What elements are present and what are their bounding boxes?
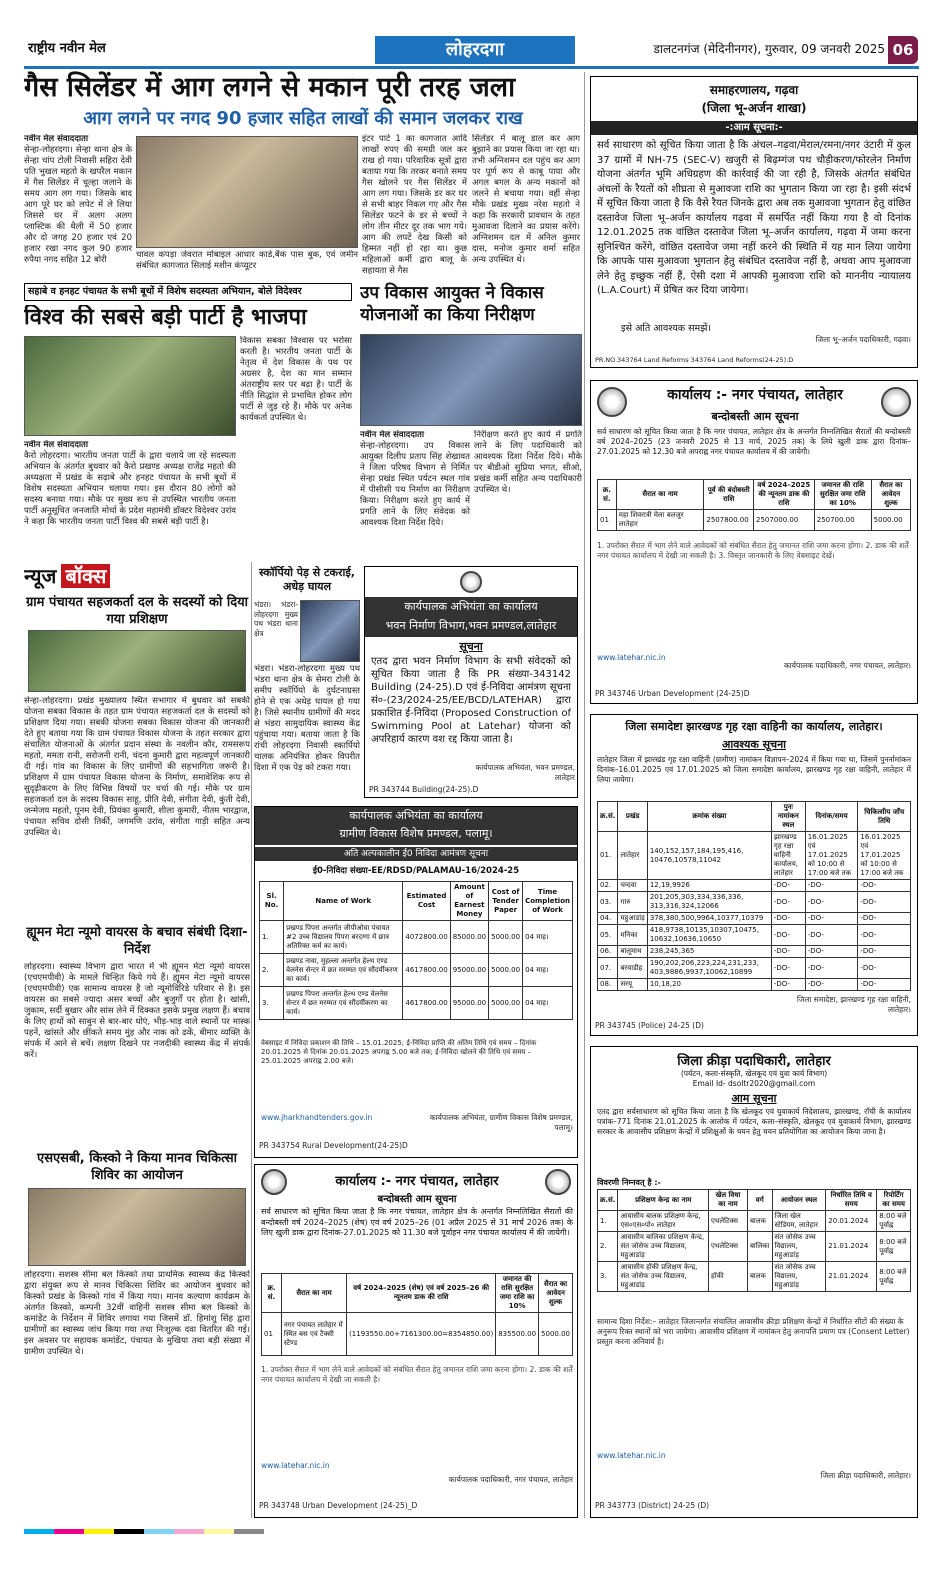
newspaper-name: राष्ट्रीय नवीन मेल [28, 41, 106, 56]
table-cell: महा शिवरात्री मेला बलजुर लातेहार [616, 510, 704, 531]
np-emblem-icon [545, 1169, 571, 1195]
table-cell: 01 [598, 510, 617, 531]
notice-garhwa [590, 76, 918, 368]
table-cell: 03. [598, 892, 618, 913]
notice-rdsd-tender-no: ई0-निविदा संख्या-EE/RDSD/PALAMAU-16/2024-25 [312, 866, 520, 876]
table-row [262, 1313, 573, 1356]
notice-np-bottom-body: सर्व साधारण को सूचित किया जाता है कि नगर पंचायत, लातेहार क्षेत्र के अन्तर्गत निम्नलिखित सैरातों की बन्दोबस्ती वर्ष 2024–2025 (शेष) एवं वर्ष 2025–26 (01 अप्रैल 2025 से 31 मार्च 2026 तक) के लिए खुली डाक द्वारा दिनांक-27.01.2025 को 11.30 बजे पूर्वाहन नगर पंचायत कार्यालय में की जायेगी। [261, 1207, 573, 1237]
col-header: पूर्व की बंदोबस्ती राशि [704, 480, 754, 510]
table-cell: -DO- [858, 913, 911, 925]
table-cell: गारु [618, 892, 647, 913]
notice-sports-signatory: जिला क्रीड़ा पदाधिकारी, लातेहार। [820, 1471, 911, 1480]
notice-np-bottom-website[interactable]: www.latehar.nic.in [261, 1461, 330, 1470]
column-rule [584, 72, 585, 1518]
table-cell: 5000.00 [489, 921, 523, 954]
table-cell: -DO- [771, 892, 805, 913]
section-title: लोहरदगा [375, 36, 575, 64]
col-header: खेल विधा का नाम [708, 1190, 747, 1211]
notice-sports-body: एतद द्वारा सर्वसाधारण को सूचित किया जाता है कि खेलकूद एवं युवाकार्य निदेशालय, झारखण्ड, राँची के कार्यालय पत्रांक–771 दिनांक 21.01.2025 के आलोक में पर्यटन, कला–संस्कृति, खेलकूद एवं युवाकार्य विभाग, झारखण्ड सरकार के आवासीय प्रशिक्षण केन्द्रों में प्रशिक्षुओं के चयन हेतु चयन प्रतियोगिता का आयोजन किया जाना है। [597, 1107, 911, 1136]
col-header: Sl. No. [260, 882, 284, 921]
table-cell: 12,19,9926 [647, 880, 771, 892]
notice-sports-table-title: विवरणी निम्नवत् है :- [597, 1178, 661, 1187]
printer-color-bar [24, 1524, 919, 1534]
col-header: Cost of Tender Paper [489, 882, 523, 921]
accident-body: भंडरा। भंडरा-लोहरदगा मुख्य पथ भंडरा थाना क्षेत्र के सेमरा टोली के समीप स्कॉर्पियो के दुर्घटनाग्रस्त होने से एक अधेड़ घायल हो गया है। जिसे स्थानीय ग्रामीणों की मदद से भंडरा सामुदायिक स्वास्थ्य केंद्र पहुंचाया गया। बताया जाता है कि रांची लोहरदगा निवासी स्कार्पियो चालक अनियंत्रित होकर विपरीत दिशा में एक पेड़ को टकरा गया। [254, 664, 360, 773]
table-cell: 10,18,20 [647, 979, 771, 991]
notice-rdsd-table [259, 881, 573, 1020]
notice-sports [590, 1046, 918, 1518]
notice-rdsd-office: कार्यपालक अभियंता का कार्यालय [349, 809, 483, 822]
table-cell: 08. [598, 979, 618, 991]
notice-garhwa-pr: PR.NO.343764 Land Reforms 343764 Land Reforms(24-25).D [595, 356, 794, 364]
notice-sports-website[interactable]: www.latehar.nic.in [597, 1451, 666, 1460]
table-cell: 2. [260, 954, 284, 987]
notice-rdsd-footer: वेबसाइट में निविदा प्रकाशन की तिथि – 15.01.2025; ई-निविदा प्राप्ति की अंतिम तिथि एवं समय – दिनांक 20.01.2025 से दिनांक 20.01.2025 अपराह्न 5.00 बजे तक; ई-निविदा खोलने की तिथि एवं समय – 25.01.2025 अपराह्न 2.00 बजे। [261, 1039, 537, 1065]
table-cell: 238,245,365 [647, 946, 771, 958]
hmpv-headline: ह्यूमन मेटा न्यूमो वायरस के बचाव संबंधी दिशा-निर्देश [26, 925, 248, 957]
ssb-body: लोहरदगा। सशस्त्र सीमा बल किस्को तथा प्राथमिक स्वास्थ्य केंद्र किस्को द्वारा संयुक्त रूप से मानव चिकित्सा शिविर का आयोजन बुधवार को किस्को प्रखंड के किस्को गांव में किया गया। मानव कल्याण कार्यक्रम के अंतर्गत किस्को, कम्पनी 32वीं वाहिनी सशस्त्र सीमा बल किस्को के कमांडेंट के निर्देशन में शिविर लगाया गया जिसमें डॉ. हिमांशु सिंह द्वारा ग्रामीणों का स्वास्थ्य जांच किया गया तथा निःशुल्क दवा वितरित की गई। इस अवसर पर सहायक कमांडेंट, पंचायत के मुखिया तथा बड़ी संख्या में ग्रामीण उपस्थित थे। [24, 1270, 250, 1357]
notice-np-bottom-title: बन्दोबस्ती आम सूचना [377, 1194, 457, 1205]
newsbox-banner [24, 562, 250, 592]
table-cell: -DO- [858, 892, 911, 913]
notice-np-bottom-pr: PR 343748 Urban Development (24-25)_D [259, 1501, 418, 1510]
table-row [598, 880, 911, 892]
table-cell: -DO- [805, 892, 858, 913]
table-header-row [260, 882, 573, 921]
table-cell: एथलेटिक्स [708, 1232, 747, 1262]
table-cell: -DO- [771, 880, 805, 892]
notice-sports-email: Email Id- dsoltr2020@gmail.com [692, 1079, 816, 1088]
notice-rdsd-pr: PR 343754 Rural Development(24-25)D [259, 1141, 408, 1150]
table-row [598, 1232, 911, 1262]
table-cell: 04 माह। [523, 954, 573, 987]
col-header: रिपोर्टिंग का समय [877, 1190, 911, 1211]
col-header: वर्ष 2024–2025 (शेष) एवं वर्ष 2025–26 की न्यूनतम डाक की राशि [347, 1274, 496, 1313]
table-cell: एथलेटिक्स [708, 1211, 747, 1232]
table-cell: 1. [260, 921, 284, 954]
notice-np-bottom-signatory: कार्यपालक पदाधिकारी, नगर पंचायत, लातेहार [448, 1475, 573, 1484]
hmpv-body: लोहरदगा। स्वास्थ्य विभाग द्वारा भारत में भी ह्यूमन मेटा न्यूमो वायरस (एचएमपीवी) के मामले चिन्हित किये गये हैं। ह्यूमन मेटा न्यूमो वायरस (एचएमपीवी) एक सामान्य वायरस है जो न्यूमोविरिडे परिवार से है। इस वायरस का सबसे ज्यादा असर बच्चों और बुजुर्गों पर होता है। खांसी, जुकाम, सर्दी बुखार और सांस लेने में दिक्कत इसके प्रमुख लक्षण हैं। बचाव के लिए हाथों को साबुन से बार-बार धोएं, भीड़-भाड़ वाले स्थानों पर मास्क पहनें, खांसते और छींकते समय मुंह और नाक को ढकें, बीमार व्यक्ति के संपर्क में आने से बचें। लक्षण दिखने पर नजदीकी स्वास्थ्य केंद्र में संपर्क करें। [24, 962, 250, 1060]
table-cell: 2507000.00 [754, 510, 815, 531]
table-row [598, 946, 911, 958]
col-header: सैरात का नाम [281, 1274, 346, 1313]
table-cell: 250700.00 [814, 510, 871, 531]
lead-photo-caption: चावल कपड़ा जेवरात मोबाइल आधार कार्ड,बैंक पास बुक, एवं जमीन संबंधित कागजात सिलाई मशीन कंप्यूटर [136, 250, 358, 271]
table-row [598, 979, 911, 991]
ssb-headline: एसएसबी, किस्को ने किया मानव चिकित्सा शिविर का आयोजन [37, 1151, 237, 1183]
table-cell: 95000.00 [450, 987, 488, 1020]
col-header: सैरात का आवेदन शुल्क [539, 1274, 573, 1313]
col-header: क्र.सं. [598, 1190, 618, 1211]
np-emblem-icon [881, 387, 911, 417]
table-cell: 140,152,157,184,195,416, 10476,10578,11042 [647, 832, 771, 880]
table-cell: -DO- [805, 958, 858, 979]
table-cell: -DO- [805, 913, 858, 925]
notice-np-bottom-office: कार्यालय :- नगर पंचायत, लातेहार [335, 1174, 499, 1189]
table-cell: 190,202,206,223,224,231,233, 403,9886,9937,10062,10899 [647, 958, 771, 979]
notice-rdsd-signatory: कार्यपालक अभियंता, ग्रामीण विकास विशेष प्रमण्डल, पलामू। [429, 1113, 573, 1132]
col-header: दिनांक/समय [805, 802, 858, 832]
table-cell: 4617800.00 [403, 987, 450, 1020]
table-cell: बरवाडीह [618, 958, 647, 979]
table-cell: -DO- [858, 925, 911, 946]
table-cell: 20.01.2024 [826, 1211, 877, 1232]
notice-sports-title: आम सूचना [731, 1092, 777, 1105]
table-header-row [598, 802, 911, 832]
notice-garhwa-branch: (जिला भू-अर्जन शाखा) [701, 101, 807, 115]
np-emblem-icon [261, 1169, 287, 1195]
lead-byline: नवीन मेल संवाददाता [24, 134, 89, 144]
table-cell: 5000.00 [489, 954, 523, 987]
table-cell: 1. [598, 1211, 618, 1232]
table-cell: -DO- [771, 979, 805, 991]
gram-headline: ग्राम पंचायत सहजकर्ता दल के सदस्यों को दिया गया प्रशिक्षण [25, 595, 249, 627]
notice-np-right-website[interactable]: www.latehar.nic.in [597, 653, 666, 662]
col-header: Time Completion of Work [523, 882, 573, 921]
notice-hg-signatory: जिला समादेष्टा, झारखण्ड गृह रक्षा वाहिनी, लातेहार। [796, 995, 911, 1014]
col-header: वर्ष 2024–2025 की न्यूनतम डाक की राशि [754, 480, 815, 510]
table-cell: -DO- [805, 979, 858, 991]
notice-rdsd-division: ग्रामीण विकास विशेष प्रमण्डल, पलामू। [339, 827, 493, 840]
col-header: जमानत की राशि सुरक्षित जमा राशि का 10% [814, 480, 871, 510]
table-cell: 04. [598, 913, 618, 925]
notice-sports-footer: सामान्य दिशा निर्देश:– लातेहार जिलान्तर्गत संचालित आवासीय क्रीड़ा प्रशिक्षण केन्द्रों में निर्धारित सीटों की संख्या के अनुरूप रिक्त स्थानों को भरा जायेगा। आवासीय प्रशिक्षण में नामांकन हेतु अनापत्ति प्रमाण पत्र (Consent Letter) प्रस्तुत करना अनिवार्य है। [597, 1317, 910, 1346]
table-cell: 4072800.00 [403, 921, 450, 954]
notice-np-right-office: कार्यालय :- नगर पंचायत, लातेहार [667, 387, 843, 403]
col-header: Name of Work [284, 882, 403, 921]
col-header: सैरात का आवेदन शुल्क [871, 480, 910, 510]
bjp-body-col [24, 440, 236, 558]
table-cell: मनिका [618, 925, 647, 946]
table-cell: 16.01.2025 एवं 17.01.2025 को 10:00 से 17:00 बजे तक [805, 832, 858, 880]
notice-np-bottom [254, 1164, 578, 1518]
table-cell: सरयू [618, 979, 647, 991]
table-cell: आवासीय बालिका प्रशिक्षण केन्द्र, संत जोसेफ उच्च विद्यालय, महुआडांड़ [618, 1232, 709, 1262]
govt-emblem-icon [460, 571, 482, 593]
col-header: क्रमांक संख्या [647, 802, 771, 832]
notice-np-bottom-table-wrap [261, 1273, 573, 1356]
table-cell: 5000.00 [539, 1313, 573, 1356]
col-header: आयोजन स्थल [772, 1190, 826, 1211]
notice-rdsd-website[interactable]: www.jharkhandtenders.gov.in [261, 1113, 373, 1122]
table-cell: प्रखण्ड पिपरा अन्तर्गत हेल्थ एण्ड वेलनेस सेन्टर में छत मरम्मत एवं सौंदर्यीकरण का कार्य। [284, 987, 403, 1020]
table-row [260, 921, 573, 954]
page-number: 06 [888, 36, 918, 64]
table-row [260, 954, 573, 987]
table-cell: 01. [598, 832, 618, 880]
table-cell: -DO- [805, 946, 858, 958]
table-cell: 06. [598, 946, 618, 958]
notice-hg-pr: PR 343745 (Police) 24-25 (D) [595, 1021, 704, 1030]
ssb-photo [28, 1188, 246, 1266]
vikas-body: सेन्हा-लोहरदगा। उप विकास आयुक्त दिलीप प्रताप सिंह शेखावत ने जिला परिषद विभाग से निर्मित सेन्हा प्रखंड स्थित पर्यटन स्थल गांव में पीसीसी पथ निर्माण का निरीक्षण किया। निरीक्षण करते हुए कार्य में प्रगति लाने के लिए संवेदक को आवश्यक दिशा निर्देश दिये। [360, 441, 470, 528]
notice-np-right-notes: 1. उपरोक्त सैरात में भाग लेने वाले आवेदकों को संबंधित सैरात हेतु जमानत राशि जमा करना होगा। 2. डाक की शर्तें नगर पंचायत कार्यालय में देखी जा सकती है। 3. विस्तृत जानकारी के लिए वेबसाइट देखें। [597, 541, 909, 560]
notice-garhwa-signatory: जिला भू–अर्जन पदाधिकारी, गढ़वा। [815, 335, 911, 344]
notice-garhwa-body: सर्व साधारण को सूचित किया जाता है कि अंचल–गढ़वा/मेराल/रमना/नगर उंटारी में कुल 37 ग्रामों में NH-75 (SEC-V) खजुरी से बिढ़म्गंज पथ चौड़ीकरण/फोरलेन निर्माण योजना अंतर्गत भूमि अधिग्रहण की कार्रवाई की जा रही है, जिसके अंतर्गत संबंधित अंचलों के रैयतों को शीघ्रता से मुआवजा राशि का भुगतान किया जा रहा है। इसी संदर्भ में सूचित किया जाता है कि वैसे रैयत जिनके द्वारा अब तक मुआवजा भुगतान हेतु वांछित दस्तावेज जिला भू–अर्जन कार्यालय गढ़वा में समर्पित नहीं किया गया है वो दिनांक 12.01.2025 तक वांछित दस्तावेज जिला भू–अर्जन कार्यालय, गढ़वा में जमा करना सुनिश्चित करेंगे, वांछित दस्तावेज जमा नहीं करने की स्थिति में यह मान लिया जायेगा कि आपके पास मुआवजा भुगतान हेतु संबंधित दस्तावेज नहीं है, अथवा आप मुआवजा लेने हेतु इच्छुक नहीं हैं, ऐसी दशा में आपकी मुआवजा राशि को माननीय न्यायालय (L.A.Court) में प्रेषित कर दिया जायेगा। [597, 140, 911, 296]
column-rule [251, 562, 252, 1518]
table-cell: संत जोसेफ उच्च विद्यालय, महुआडांड़ [772, 1262, 826, 1292]
lead-body-2: इंटर पार्ट 1 का कागजात आदि लाखों रुपए की समग्री जल कर राख हो गया। परिवारिक सूत्रों द्वारा बताया गया कि तरकर बनाते समय गैस खोलने पर गैस सिलेंडर में आग लग गया। जिसके डर कर घर से सभी बाहर निकल गए और गैस सिलेंडर फटने के डर से बच्चों ने लोग तीन मीटर दूर तक भाग गये। आग की लपटें देख किसी को हिम्मत नहीं हो रहा था। कुछ महिलाओं कर्मी द्वारा बालू के सहायता से गैस [362, 134, 467, 276]
table-cell: -DO- [805, 925, 858, 946]
newsbox-label-1: न्यूज [24, 564, 57, 588]
table-cell: 05. [598, 925, 618, 946]
notice-home-guard [590, 714, 918, 1036]
notice-garhwa-closing: इसे अति आवश्यक समझें। [621, 323, 711, 334]
table-cell: -DO- [858, 979, 911, 991]
col-header: क्र. सं. [598, 480, 617, 510]
notice-np-right-table [597, 479, 911, 531]
table-cell: -DO- [771, 925, 805, 946]
table-row [598, 925, 911, 946]
col-header: सैरात का नाम [616, 480, 704, 510]
table-row [260, 987, 573, 1020]
notice-np-right-body: सर्व साधारण को सूचित किया जाता है कि नगर पंचायत, लातेहार क्षेत्र के अन्तर्गत निम्नलिखित सैरातों की बन्दोबस्ती वर्ष 2024–2025 (23 जनवरी 2025 से 13 मार्च, 2025 तक) के लिये खुली डाक द्वारा दिनांक–27.01.2025 को 12.30 बजे अपराह्न नगर पंचायत कार्यालय में की जायेगी। [597, 427, 911, 456]
ticker-strip: सहाबे व हनहट पंचायत के सभी बूथों में विशेष सदस्यता अभियान, बोले विदेश्वर [24, 283, 352, 301]
lead-subhead: आग लगने पर नगद 90 हजार सहित लाखों की समान जलकर राख [83, 108, 523, 129]
vikas-headline: उप विकास आयुक्त ने विकास योजनाओं का किया निरीक्षण [360, 283, 544, 325]
table-cell: 8:00 बजे पूर्वाह्न [877, 1232, 911, 1262]
lead-body-1: सेन्हा-लोहरदगा। सेन्हा थाना क्षेत्र के सेन्हा चांप टोली निवासी सहिरा देवी पति भुखल महतो के खपरैल मकान में गैस सिलेंडर में चूल्हा जलाने के समय आग लग गया। जिसके बाद आग पूरे घर को लपेट में ले लिया जिससे घर में अलग अलग प्लास्टिक की थैली में 50 हजार और दो जगह 20 हजार एवं 20 हजार रखा नगद कुल 90 हजार रुपैया नगद सहित 12 बोरी [24, 145, 132, 265]
notice-sports-office: जिला क्रीड़ा पदाधिकारी, लातेहार [677, 1054, 831, 1069]
col-header: Estimated Cost [403, 882, 450, 921]
table-cell: जिला खेल स्टेडियम, लातेहार [772, 1211, 826, 1232]
notice-bhawan [364, 566, 578, 798]
notice-garhwa-office: समाहरणालय, गढ़वा [709, 83, 799, 97]
table-cell: (1193550.00+7161300.00=8354850.00) [347, 1313, 496, 1356]
fire-photo [136, 136, 358, 248]
col-header: क्र.सं. [598, 802, 618, 832]
bjp-headline: विश्व की सबसे बड़ी पार्टी है भाजपा [24, 305, 307, 330]
table-cell: -DO- [858, 946, 911, 958]
table-cell: 3. [260, 987, 284, 1020]
notice-garhwa-title: -:आम सूचना:- [591, 121, 917, 135]
bjp-photo [24, 336, 236, 436]
notice-bhawan-office: कार्यपालक अभियंता का कार्यालय [404, 600, 538, 613]
accident-body-a: भंडरा। भंडरा-लोहरदगा मुख्य पथ भंडरा थाना क्षेत्र [254, 600, 298, 638]
col-header: प्रशिक्षण केन्द्र का नाम [618, 1190, 709, 1211]
lead-headline: गैस सिलेंडर में आग लगने से मकान पूरी तरह जला [24, 72, 516, 103]
table-cell: झारखण्ड गृह रक्षा वाहिनी कार्यालय, लातेहार [771, 832, 805, 880]
table-row [598, 1262, 911, 1292]
table-cell: 01 [262, 1313, 282, 1356]
notice-np-right-table-wrap [597, 479, 911, 531]
table-cell: चन्दवा [618, 880, 647, 892]
table-cell: 8:00 बजे पूर्वाह्न [877, 1262, 911, 1292]
notice-sports-pr: PR 343773 (District) 24-25 (D) [595, 1501, 710, 1510]
col-header: प्रखंड [618, 802, 647, 832]
lead-body-col1 [24, 134, 132, 280]
table-cell: 02. [598, 880, 618, 892]
notice-rdsd-header [255, 807, 577, 845]
col-header: निर्धारित तिथि व समय [826, 1190, 877, 1211]
gram-photo [28, 630, 246, 692]
col-header: वर्ग [747, 1190, 772, 1211]
notice-hg-title: आवश्यक सूचना [721, 738, 787, 751]
bjp-body: कैरो लोहरदगा। भारतीय जनता पार्टी के द्वारा चलाये जा रहे सदस्यता अभियान के अंतर्गत बुधवार को कैरो प्रखण्ड अध्यक्ष राजेंद्र महतो की अध्यक्षता में प्रखंड के सढ़ाबे और हनहट पंचायत के सभी बूथों में विशेष सदस्यता अभियान चलाया गया। इस दौरान 80 लोगों को सदस्य बनाया गया। मौके पर मुख्य रूप से उपस्थित भारतीय जनता पार्टी अनुसूचित जनजाति मोर्चा के प्रदेश महामंत्री डॉक्टर विदेश्वर उरांव ने कहा कि भारतीय जनता पार्टी विश्व की सबसे बड़ी पार्टी है। [24, 451, 236, 527]
bjp-body-b: विकास सबका विश्वास पर भरोसा करती है। भारतीय जनता पार्टी के नेतृत्व में देश विकास के पथ पर अग्रसर है, देश का मान सम्मान अंतराष्ट्रीय स्तर पर बढ़ा है। पार्टी के नीति सिद्धांत से प्रभावित होकर लोग पार्टी से जुड़ रहे हैं। मौके पर अनेक कार्यकर्ता उपस्थित थे। [240, 336, 352, 423]
table-header-row [598, 1190, 911, 1211]
table-cell: 2. [598, 1232, 618, 1262]
bjp-byline: नवीन मेल संवाददाता [24, 440, 89, 450]
notice-hg-office: जिला समादेष्टा झारखण्ड गृह रक्षा वाहिनी का कार्यालय, लातेहार। [625, 720, 883, 733]
table-cell: -DO- [805, 880, 858, 892]
np-emblem-icon [597, 387, 627, 417]
table-cell: 8:00 बजे पूर्वाह्न [877, 1211, 911, 1232]
newsbox-label-2: बॉक्स [61, 564, 110, 588]
table-cell: बालूमाथ [618, 946, 647, 958]
notice-rdsd [254, 806, 578, 1158]
table-cell: -DO- [771, 958, 805, 979]
table-cell: 07. [598, 958, 618, 979]
col-header: जमानत की राशि सुरक्षित जमा राशि का 10% [496, 1274, 539, 1313]
col-header: चिकित्सीय जाँच तिथि [858, 802, 911, 832]
table-cell: महुआडांड़ [618, 913, 647, 925]
table-cell: 3. [598, 1262, 618, 1292]
table-cell: 378,380,500,9964,10377,10379 [647, 913, 771, 925]
table-cell: प्रखण्ड नावा, मुहल्ला अन्तर्गत हेल्थ एण्ड वेलनेस सेन्टर में छत मरम्मत एवं सौंदर्यीकरण का कार्य। [284, 954, 403, 987]
table-cell: 5000.00 [871, 510, 910, 531]
notice-np-bottom-table [261, 1273, 573, 1356]
table-cell: 16.01.2025 एवं 17.01.2025 को 10:00 से 17:00 बजे तक [858, 832, 911, 880]
vikas-byline: नवीन मेल संवाददाता [360, 430, 425, 440]
notice-bhawan-pr: PR 343744 Building(24-25).D [369, 785, 479, 794]
table-cell: 04 माह। [523, 921, 573, 954]
notice-hg-body: लातेहार जिला में झारखंड गृह रक्षा वाहिनी (ग्रामीण) नामांकन विज्ञापन–2024 में किया गया था, जिसमें पुनर्नामांकन दिनांक–16.01.2025 एवं 17.01.2025 को जिला समादेष्टा कार्यालय, झारखण्ड गृह रक्षा वाहिनी, लातेहार में लिया जायेगा। [597, 755, 911, 784]
table-cell: प्रखण्ड पिपरा अन्तर्गत जीपीओवा पंचायत #2 उच्च विद्यालय पिपरा बरदग्गा में छात्र अतिरिक्त कर्म का कार्य। [284, 921, 403, 954]
table-cell: 21.01.2024 [826, 1262, 877, 1292]
col-header: पुनः नामांकन स्थल [771, 802, 805, 832]
notice-bhawan-header [365, 597, 577, 637]
notice-np-bottom-notes: 1. उपरोक्त सैरात में भाग लेने वाले आवेदकों को संबंधित सैरात हेतु जमानत राशि जमा करना होगा। 2. डाक की शर्तें नगर पंचायत कार्यालय में देखी जा सकती है। [261, 1365, 573, 1384]
table-cell: -DO- [771, 946, 805, 958]
notice-np-right-title: बन्दोबस्ती आम सूचना [711, 410, 799, 423]
table-cell: -DO- [858, 880, 911, 892]
table-row [598, 892, 911, 913]
notice-sports-subtitle: (पर्यटन, कला-संस्कृति, खेलकूद एवं युवा कार्य विभाग) [680, 1069, 828, 1078]
table-cell: 04 माह। [523, 987, 573, 1020]
notice-bhawan-body: एतद द्वारा भवन निर्माण विभाग के सभी संवेदकों को सूचित किया जाता है कि PR संख्या-343142 Building (24-25).D एवं ई-निविदा आमंत्रण सूचना सं०-(23/2024-25/EE/BCD/LATEHAR) द्वारा प्रकाशित ई-निविदा (Proposed Construction of Swimming Pool at Latehar) योजना को अपरिहार्य कारण वश रद्द किया जाता है। [371, 656, 571, 745]
notice-bhawan-signatory: कार्यपालक अभियंता, भवन प्रमण्डल, लातेहार [475, 763, 575, 782]
vikas-body-b: निरीक्षण करते हुए कार्य में प्रगति लाने के लिए पदाधिकारी को आवश्यक दिशा निर्देश दिये। मौके पर बीडीओ सुप्रिया भगत, सीओ, प्रखंड कर्मी सहित अन्य पदाधिकारी उपस्थित थे। [474, 430, 582, 495]
table-row [598, 510, 911, 531]
notice-np-right-pr: PR 343746 Urban Development (24-25)D [595, 689, 750, 698]
gram-body: सेन्हा-लोहरदगा। प्रखंड मुख्यालय स्थित सभागार में बुधवार को सबकी योजना सबका विकास के तहत ग्राम पंचायत सहजकर्ता दल के सदस्यों को प्रशिक्षण दिया गया। सबकी योजना सबका विकास योजना की जानकारी देते हुए बताया गया कि ग्राम पंचायत विकास योजना के तहत सरकार द्वारा संचालित योजनाओं के अंतर्गत प्रदान संस्था के नवलीन कौर, रामसरूप महतो, ममता रानी, सरोजनी रानी, चंदना कुमारी द्वारा महत्वपूर्ण जानकारी दी गई। गांव का विकास के लिए ग्रामीणों की सहभागिता जरूरी है। प्रशिक्षण में ग्राम पंचायत विकास योजना के निर्माण, समावेशिक रूप से सुदृढ़ीकरण के लिए विभिन्न विषयों पर चर्चा की गई। मौके पर ग्राम सहजकर्ता दल के सदस्य विकास साहू, प्रीति देवी, संगीता देवी, कुंती देवी, जन्मेजय महतो, पूनम देवी, प्रियंका कुमारी, शीला कुमारी, नीतम भारद्वाज, पंचायत सचिव दोसी तिर्की, जगमणि उरांव, संगीता गाड़ी सहित अन्य उपस्थित थे। [24, 696, 250, 838]
table-cell: 418,9738,10135,10307,10475, 10632,10636,10650 [647, 925, 771, 946]
table-cell: -DO- [858, 958, 911, 979]
notice-hg-table-wrap [597, 801, 911, 991]
table-cell: 201,205,303,334,336,336, 313,316,324,12066 [647, 892, 771, 913]
table-cell: हॉकी [708, 1262, 747, 1292]
notice-rdsd-subtitle: अति अल्पकालीन ई0 निविदा आमंत्रण सूचना [255, 847, 577, 861]
table-row [598, 958, 911, 979]
table-cell: संत जोसेफ उच्च विद्यालय, महुआडांड़ [772, 1232, 826, 1262]
table-cell: बालिका [747, 1232, 772, 1262]
notice-np-right [590, 380, 918, 704]
table-cell: लातेहार [618, 832, 647, 880]
table-cell: बालक [747, 1211, 772, 1232]
accident-photo [300, 600, 360, 662]
table-cell: 4617800.00 [403, 954, 450, 987]
col-header: Amount of Earnest Money [450, 882, 488, 921]
accident-headline: स्कॉर्पियो पेड़ से टकराई, अधेड़ घायल [259, 566, 355, 593]
notice-np-right-signatory: कार्यपालक पदाधिकारी, नगर पंचायत, लातेहार। [783, 661, 911, 670]
table-row [598, 1211, 911, 1232]
notice-rdsd-table-wrap [259, 881, 573, 1020]
table-cell: 5000.00 [489, 987, 523, 1020]
vikas-photo [360, 334, 582, 426]
notice-bhawan-division: भवन निर्माण विभाग,भवन प्रमण्डल,लातेहार [385, 619, 557, 632]
table-row [598, 832, 911, 880]
table-cell: 85000.00 [450, 921, 488, 954]
dateline: डालटनगंज (मेदिनीनगर), गुरुवार, 09 जनवरी 2025 [653, 42, 885, 56]
table-cell: 835500.00 [496, 1313, 539, 1356]
notice-bhawan-title: सूचना [459, 640, 483, 653]
table-cell: -DO- [771, 913, 805, 925]
table-cell: नगर पंचायत लातेहार में स्थित बस एवं टैक्सी स्टैण्ड [281, 1313, 346, 1356]
col-header: क्र. सं. [262, 1274, 282, 1313]
header-rule [24, 66, 919, 69]
table-cell: आवासीय बालक प्रशिक्षण केन्द्र, एस०एस०पो० लातेहार [618, 1211, 709, 1232]
table-cell: बालक [747, 1262, 772, 1292]
table-header-row [262, 1274, 573, 1313]
table-cell: आवासीय हॉकी प्रशिक्षण केन्द्र, संत जोसेफ उच्च विद्यालय, महुआडांड़ [618, 1262, 709, 1292]
notice-sports-table [597, 1189, 911, 1292]
lead-body-3: सिलेंडर में बालू डाल कर आग बुझाने का प्रयास किया जा रहा था। तभी अग्निशमन दल पहुंच कर आग पर पूर्ण रूप से काबू पाया और अगल बगल के अन्य मकानों को जलने से बचाया गया। वहीं सेन्हा मौके प्रखंड मुख्य नरेश महतो ने कहा कि सरकारी प्रावधान के तहत मुआवजा दिलाने का प्रयास करेंगे। अग्निशमन दल में अनिल कुमार दास, मनोज कुमार शर्मा सहित अन्य उपस्थित थे। [472, 134, 580, 265]
table-cell: 21.01.2024 [826, 1232, 877, 1262]
table-cell: 2507800.00 [704, 510, 754, 531]
table-cell: 95000.00 [450, 954, 488, 987]
table-row [598, 913, 911, 925]
table-header-row [598, 480, 911, 510]
notice-hg-table [597, 801, 911, 991]
vikas-body-col [360, 430, 470, 558]
notice-sports-table-wrap [597, 1189, 911, 1292]
